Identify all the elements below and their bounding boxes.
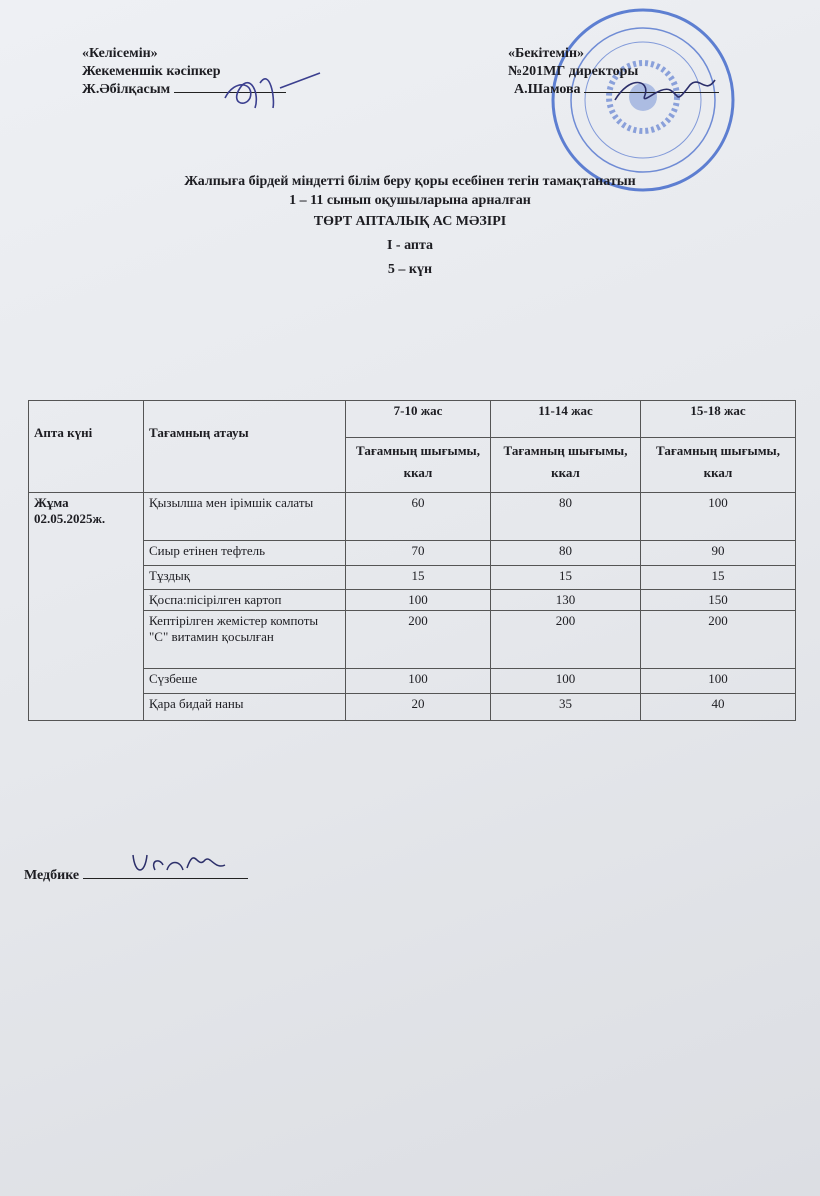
approval-right-name: А.Шамова — [514, 82, 581, 97]
kcal-value: 20 — [346, 694, 491, 721]
table-row — [29, 493, 796, 541]
nurse-label: Медбике — [24, 868, 80, 883]
kcal-value: 200 — [346, 611, 491, 669]
dish-name: Кептірілген жемістер компоты "С" витамин қосылған — [144, 611, 346, 669]
sub-header: Тағамның шығымы, ккал — [491, 438, 641, 493]
header-day: Апта күні — [29, 401, 144, 493]
dish-name: Қара бидай наны — [144, 694, 346, 721]
kcal-value: 70 — [346, 541, 491, 566]
kcal-value: 100 — [346, 669, 491, 694]
table-row — [29, 669, 796, 694]
table-row — [29, 541, 796, 566]
table-row — [29, 566, 796, 590]
kcal-value: 15 — [346, 566, 491, 590]
kcal-value: 15 — [641, 566, 796, 590]
kcal-value: 130 — [491, 590, 641, 611]
table-row — [29, 694, 796, 721]
table-row — [29, 590, 796, 611]
kcal-value: 40 — [641, 694, 796, 721]
sub-header: Тағамның шығымы, ккал — [641, 438, 796, 493]
kcal-value: 100 — [641, 493, 796, 541]
dish-name: Қызылша мен ірімшік салаты — [144, 493, 346, 541]
kcal-value: 80 — [491, 541, 641, 566]
kcal-value: 60 — [346, 493, 491, 541]
signature-left — [215, 58, 325, 113]
kcal-value: 200 — [491, 611, 641, 669]
header-age-7-10: 7-10 жас — [346, 401, 491, 438]
heading-line-3: ТӨРТ АПТАЛЫҚ АС МӘЗІРІ — [313, 214, 507, 229]
kcal-value: 35 — [491, 694, 641, 721]
header-age-15-18: 15-18 жас — [641, 401, 796, 438]
kcal-value: 150 — [641, 590, 796, 611]
week-label: І - апта — [386, 238, 434, 253]
menu-table — [28, 400, 796, 721]
kcal-value: 100 — [641, 669, 796, 694]
day-cell: Жұма 02.05.2025ж. — [29, 493, 144, 721]
header-dish: Тағамның атауы — [144, 401, 346, 493]
dish-name: Тұздық — [144, 566, 346, 590]
header-age-11-14: 11-14 жас — [491, 401, 641, 438]
approval-left-title: «Келісемін» — [82, 46, 158, 61]
approval-right-position: №201МГ директоры — [508, 64, 639, 79]
kcal-value: 90 — [641, 541, 796, 566]
dish-name: Сүзбеше — [144, 669, 346, 694]
day-label: 5 – күн — [387, 262, 433, 277]
heading-line-1: Жалпыға бірдей міндетті білім беру қоры есебінен тегін тамақтанатын — [184, 174, 636, 189]
signature-right — [605, 65, 725, 115]
approval-left-name: Ж.Әбілқасым — [82, 82, 171, 97]
kcal-value: 15 — [491, 566, 641, 590]
table-row — [29, 611, 796, 669]
kcal-value: 100 — [346, 590, 491, 611]
kcal-value: 80 — [491, 493, 641, 541]
signature-nurse — [125, 840, 235, 885]
kcal-value: 100 — [491, 669, 641, 694]
dish-name: Қоспа:пісірілген картоп — [144, 590, 346, 611]
sub-header: Тағамның шығымы, ккал — [346, 438, 491, 493]
approval-right-title: «Бекітемін» — [508, 46, 585, 61]
kcal-value: 200 — [641, 611, 796, 669]
dish-name: Сиыр етінен тефтель — [144, 541, 346, 566]
approval-left-position: Жекеменшік кәсіпкер — [82, 64, 221, 79]
heading-line-2: 1 – 11 сынып оқушыларына арналған — [289, 193, 531, 208]
